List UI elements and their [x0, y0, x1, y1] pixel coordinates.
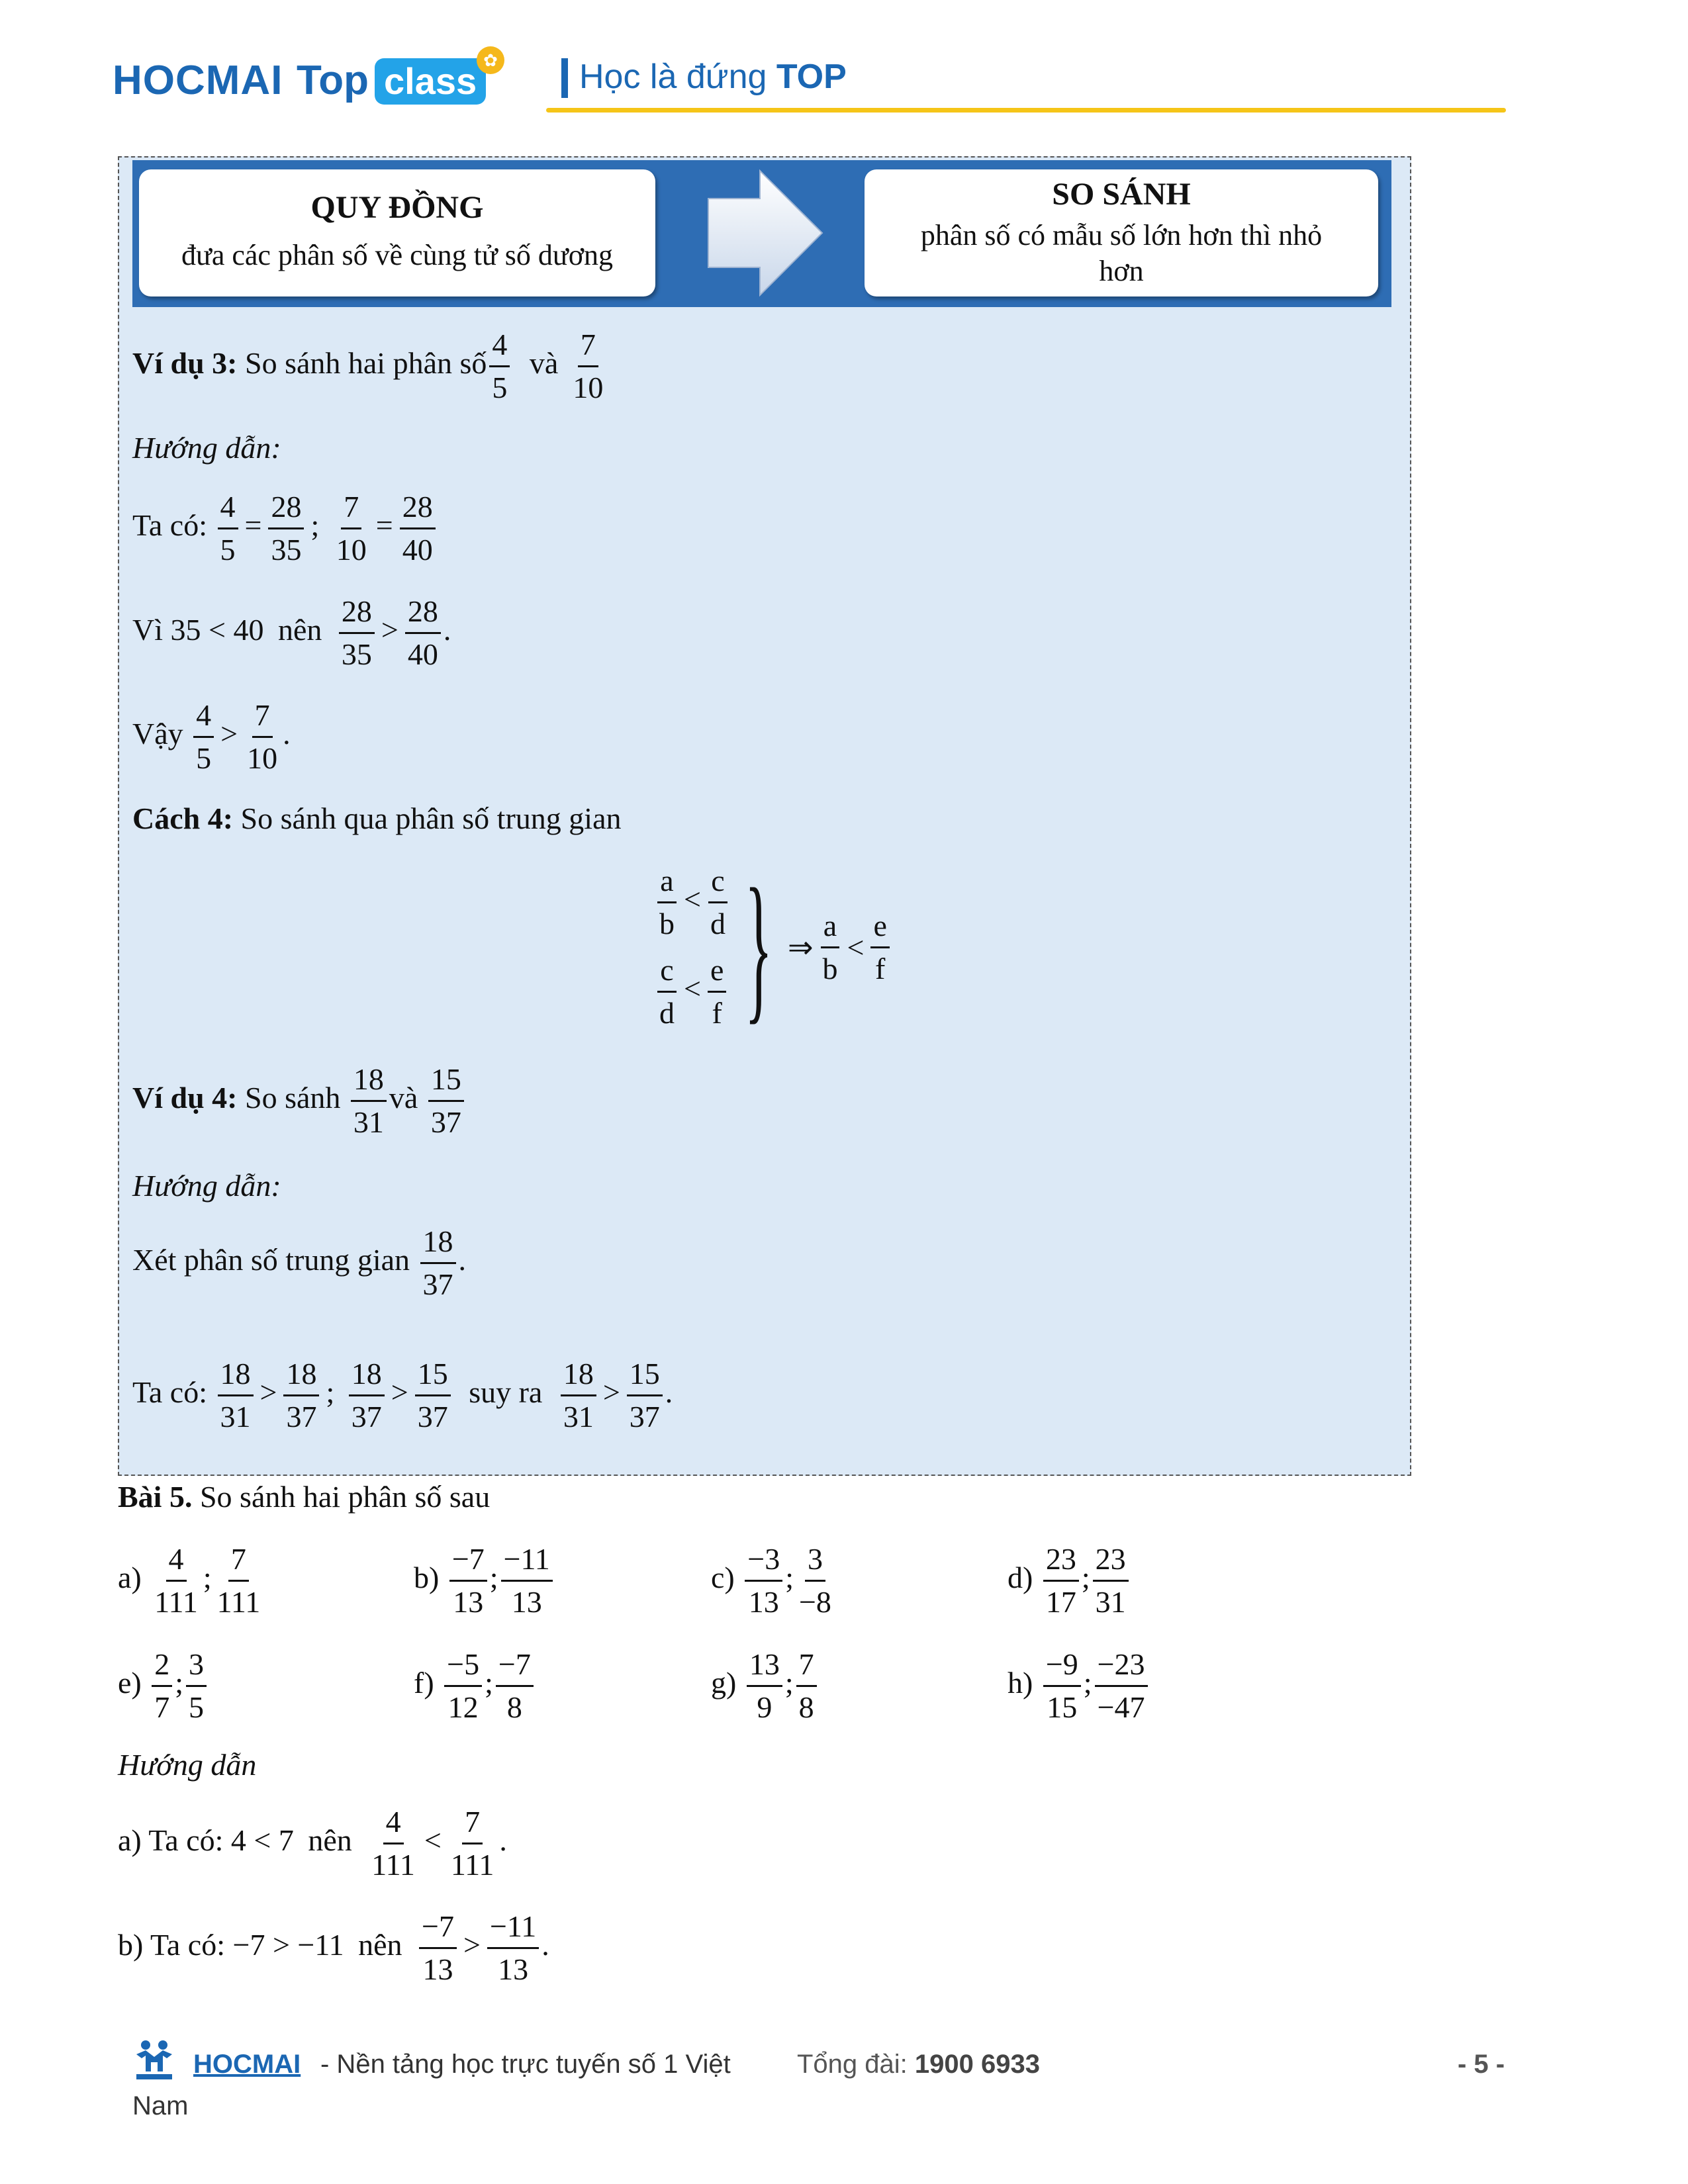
exercise-item-h: h) $\frac{-9}{15}$ ; $\frac{-23}{-47}$: [1008, 1644, 1150, 1728]
answer-b: b) Ta có: −7 > −11 nên $\frac{-7}{13}$ > $\frac{-11}{13}$ .: [118, 1906, 549, 1990]
fraction: $\frac{7}{10}$: [570, 324, 606, 408]
header-underline: [546, 108, 1506, 113]
example4-step2: Ta có: $\frac{18}{31}$ > $\frac{18}{37}$ ; $\frac{18}{37}$ > $\frac{15}{37}$ suy ra $\frac{18}{31}$ > $\frac{15}{37}$ .: [132, 1353, 673, 1437]
example4-line: Ví dụ 4: So sánh $\frac{18}{31}$ và $\frac{15}{37}$: [132, 1059, 467, 1143]
header-divider: [561, 58, 568, 98]
slogan: Học là đứng TOP: [579, 58, 847, 96]
card-right-text-1: phân số có mẫu số lớn hơn thì nhỏ: [920, 219, 1323, 251]
exercise-item-b: b) $\frac{-7}{13}$ ; $\frac{-11}{13}$: [414, 1539, 555, 1623]
card-right-title: SO SÁNH: [1052, 177, 1191, 212]
fraction: $\frac{4}{5}$: [489, 324, 510, 408]
example3-step1: Ta có: $\frac{4}{5}$ = $\frac{28}{35}$ ; $\frac{7}{10}$ = $\frac{28}{40}$: [132, 486, 438, 570]
example3-line: Ví dụ 3: So sánh hai phân số $\frac{4}{5}$ và $\frac{7}{10}$: [132, 324, 608, 408]
footer-hotline: Tổng đài: 1900 6933: [797, 2050, 1040, 2079]
card-left-text: đưa các phân số về cùng tử số dương: [181, 239, 613, 271]
answer-a: a) Ta có: 4 < 7 nên $\frac{4}{111}$ < $\frac{7}{111}$ .: [118, 1801, 507, 1886]
footer-tagline: - Nền tảng học trực tuyến số 1 Việt: [320, 2050, 731, 2079]
example3-conclusion: Vậy $\frac{4}{5}$ > $\frac{7}{10}$ .: [132, 695, 291, 779]
arrow-right-icon: [702, 167, 827, 299]
exercise5-guide: Hướng dẫn: [118, 1748, 257, 1782]
hocmai-logo-icon: [131, 2037, 177, 2083]
exercise-item-a: a) $\frac{4}{111}$ ; $\frac{7}{111}$: [118, 1539, 265, 1623]
page-number: - 5 -: [1458, 2050, 1505, 2079]
logo-top: Top: [297, 58, 369, 103]
footer-hocmai-link[interactable]: HOCMAI: [193, 2050, 301, 2079]
exercise-item-f: f) $\frac{-5}{12}$ ; $\frac{-7}{8}$: [414, 1644, 536, 1728]
example4-step1: Xét phân số trung gian $\frac{18}{37}$ .: [132, 1221, 466, 1305]
sun-icon: ✿: [477, 46, 504, 74]
exercise-item-g: g) $\frac{13}{9}$ ; $\frac{7}{8}$: [711, 1644, 820, 1728]
method4-heading: Cách 4: So sánh qua phân số trung gian: [132, 801, 622, 835]
logo-hocmai: HOCMAI: [113, 58, 283, 103]
card-so-sanh: [865, 169, 1378, 296]
card-right-text-2: hơn: [1099, 255, 1144, 287]
exercise5-heading: Bài 5. So sánh hai phân số sau: [118, 1480, 491, 1514]
exercise-item-d: d) $\frac{23}{17}$ ; $\frac{23}{31}$: [1008, 1539, 1131, 1623]
example4-guide: Hướng dẫn:: [132, 1169, 281, 1203]
card-left-title: QUY ĐỒNG: [310, 190, 484, 225]
exercise-item-e: e) $\frac{2}{7}$ ; $\frac{3}{5}$: [118, 1644, 209, 1728]
transitive-rule: $\frac{a}{b}$ < $\frac{c}{d}$ $\frac{c}{d}$ < $\frac{e}{f}$ } ⇒ $\frac{a}{b}$ < $\frac{e}{f}$: [654, 860, 892, 1034]
exercise-item-c: c) $\frac{-3}{13}$ ; $\frac{3}{-8}$: [711, 1539, 837, 1623]
example3-guide: Hướng dẫn:: [132, 431, 281, 465]
logo-class: class: [375, 58, 486, 105]
card-quy-dong: [139, 169, 655, 296]
footer-tagline-end: Nam: [132, 2091, 189, 2120]
example3-step2: Vì 35 < 40 nên $\frac{28}{35}$ > $\frac{28}{40}$ .: [132, 591, 451, 675]
